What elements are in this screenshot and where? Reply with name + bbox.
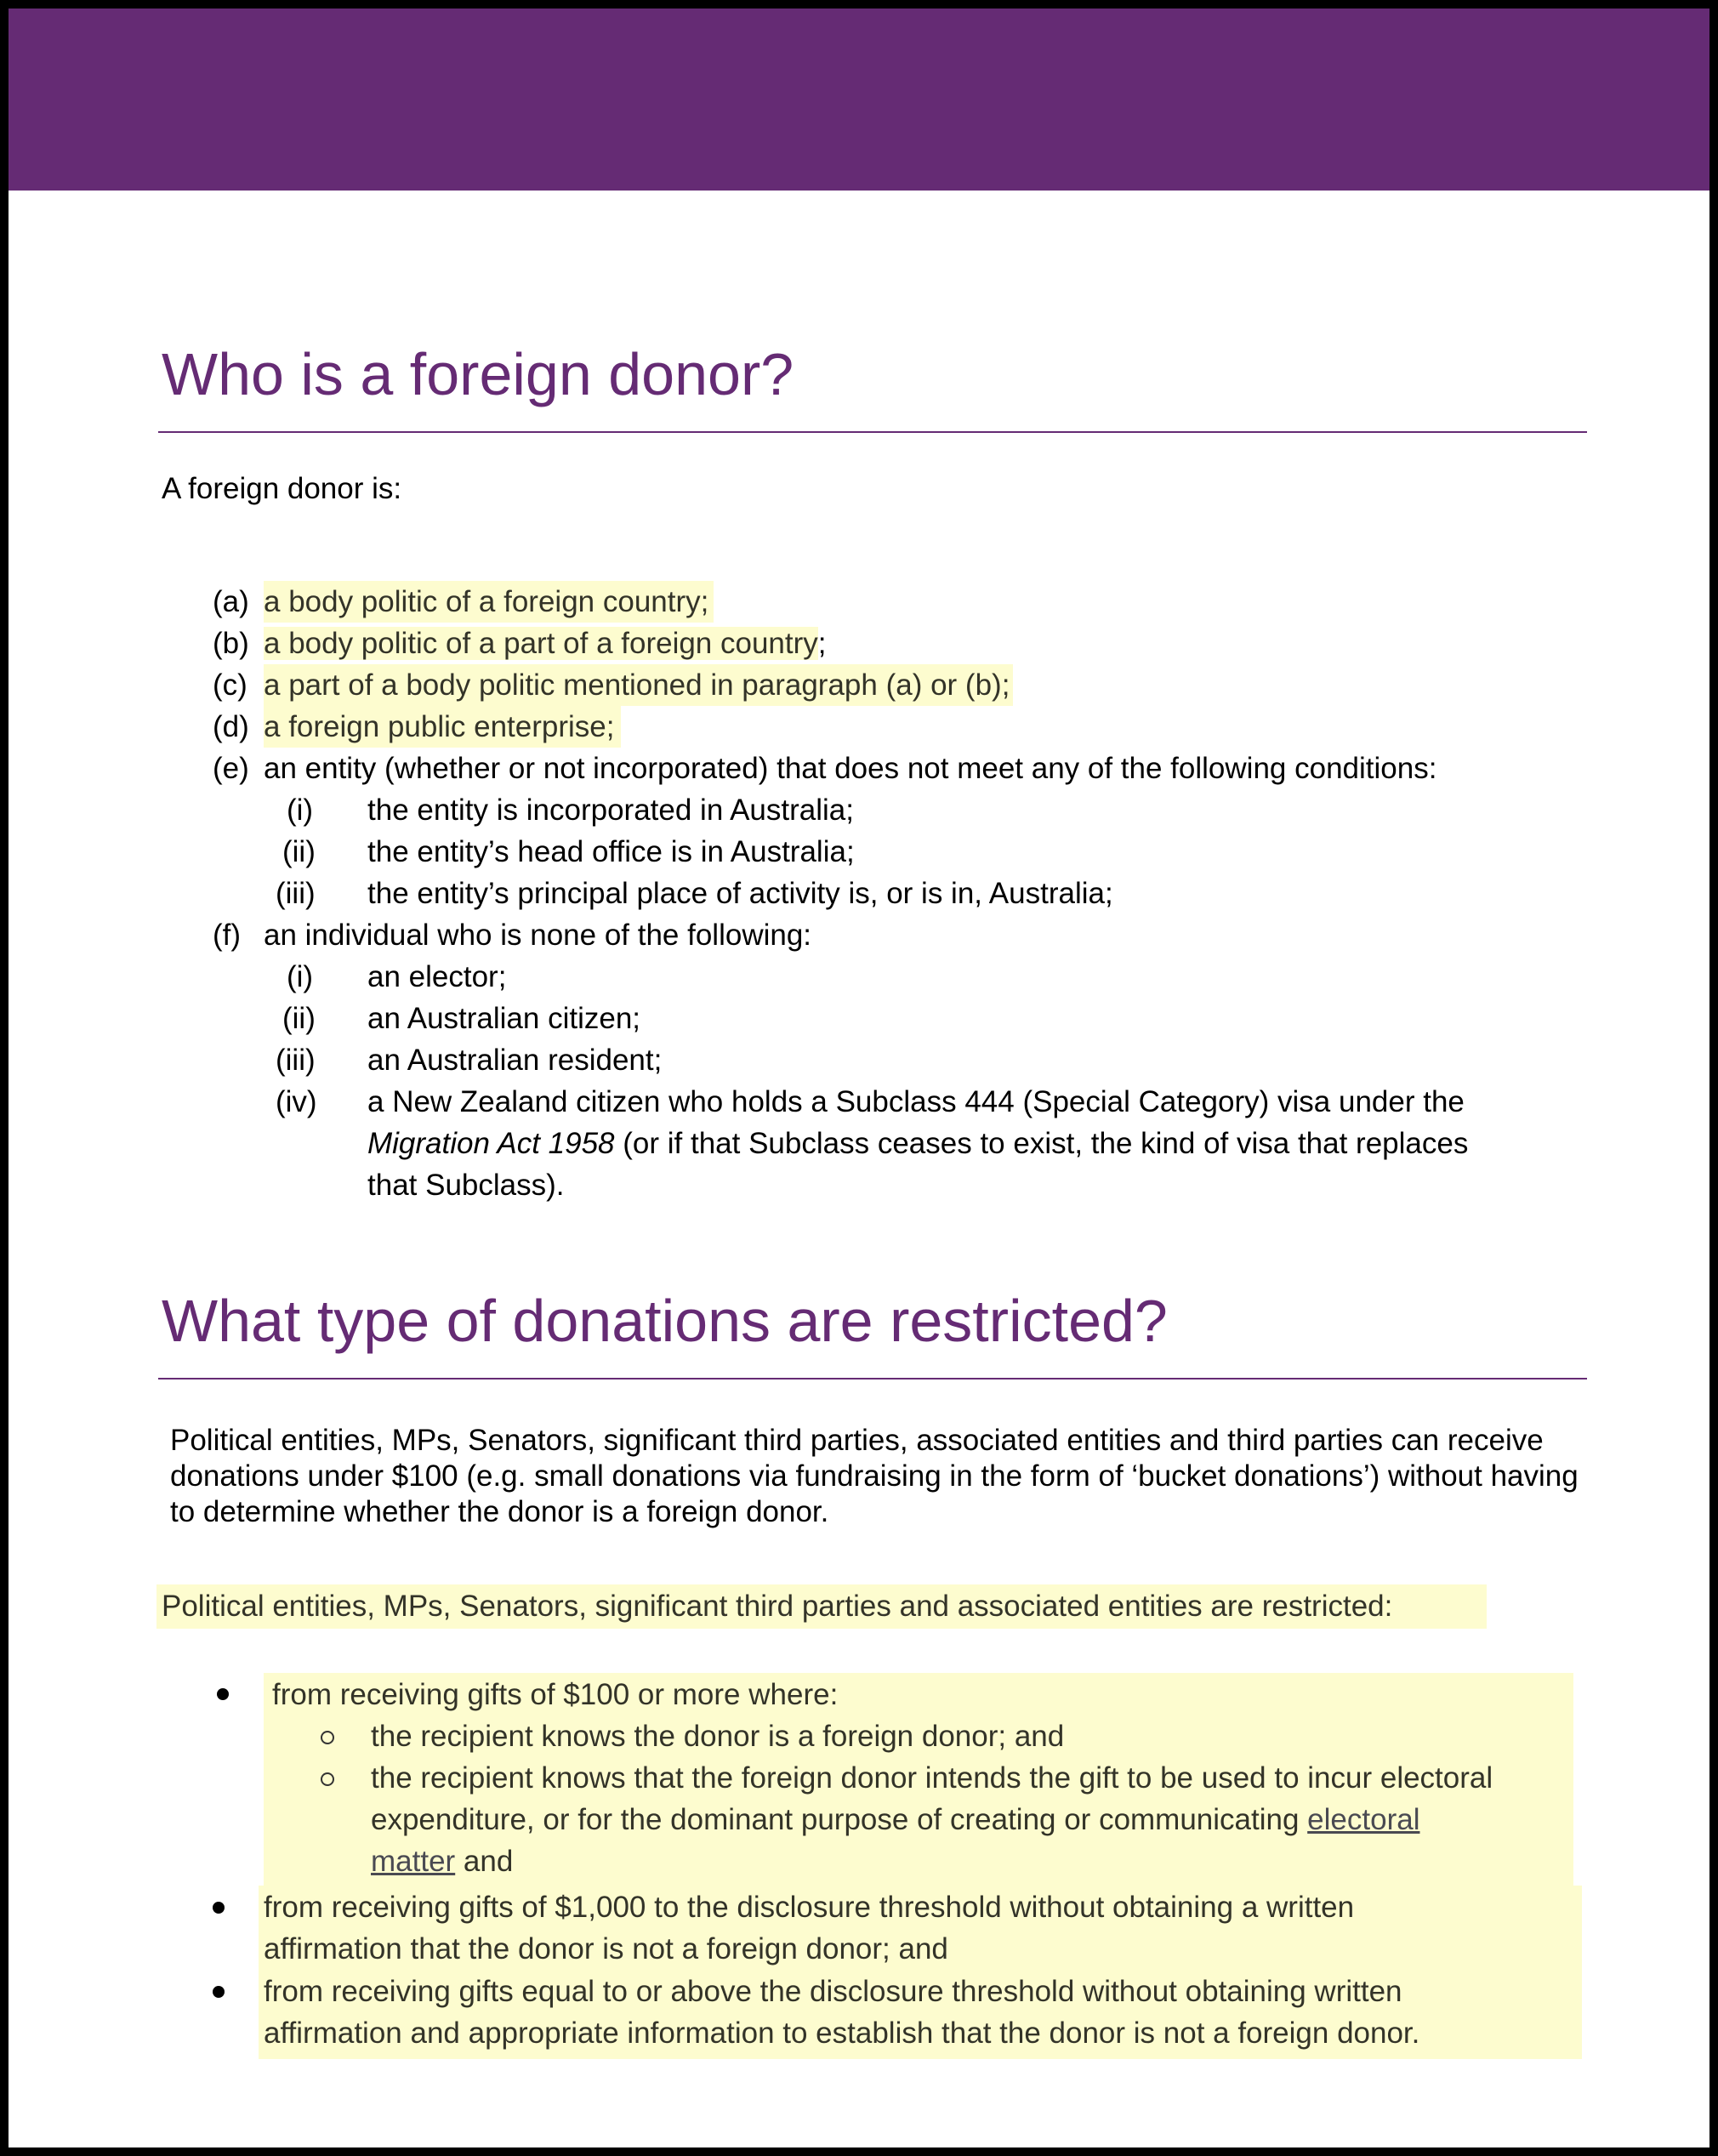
bullet-icon [217,1688,229,1700]
item-b-label: (b) [213,627,249,660]
section-heading-foreign-donor: Who is a foreign donor? [162,341,794,407]
heading-rule [158,431,1587,433]
electoral-matter-link[interactable]: electoral [1307,1803,1420,1836]
document-page [9,9,1709,2147]
donations-paragraph: Political entities, MPs, Senators, significant third parties, associated entities and third parties can receive donations under $100 (e.g. small donations via fundraising in the form of ‘bucket donations’) without having to determine whether the donor is a foreign donor. [170,1424,1579,1528]
bullet-1-text: from receiving gifts of $100 or more where: [272,1678,839,1711]
item-e-i-text: the entity is incorporated in Australia; [367,794,854,827]
circle-bullet-icon [321,1731,334,1744]
item-f-i-text: an elector; [367,960,507,993]
bullet-1-sub-1: the recipient knows the donor is a foreign donor; and [371,1720,1065,1753]
intro-text: A foreign donor is: [162,472,402,505]
item-b [264,623,827,664]
item-e-i-label: (i) [287,794,314,827]
item-f-text: an individual who is none of the following: [264,919,812,952]
bullet-1-sub-2-line2-text: expenditure, or for the dominant purpose of creating or communicating [371,1803,1308,1836]
item-f-label: (f) [213,919,242,952]
item-d-label: (d) [213,710,249,743]
bullet-3-line1: from receiving gifts equal to or above the disclosure threshold without obtaining written [264,1975,1402,2008]
item-f-iv-label: (iv) [276,1085,317,1118]
section-heading-restricted-donations: What type of donations are restricted? [162,1288,1168,1354]
bullet-icon [213,1986,225,1998]
bullet-1-sub-2-line3 [371,1840,513,1882]
item-b-suffix: ; [817,627,827,660]
item-b-text: a body politic of a part of a foreign country [264,627,818,660]
item-c-label: (c) [213,668,247,702]
bullet-2-line2: affirmation that the donor is not a foreign donor; and [264,1932,948,1965]
header-banner [9,9,1709,191]
item-f-ii-label: (ii) [282,1002,316,1035]
item-e-text: an entity (whether or not incorporated) that does not meet any of the following conditions: [264,752,1437,785]
act-name: Migration Act 1958 [367,1127,615,1160]
item-c-text: a part of a body politic mentioned in paragraph (a) or (b); [264,664,1013,706]
item-e-ii-label: (ii) [282,835,316,868]
bullet-1-sub-2-line3-rest: and [455,1845,514,1878]
item-e-iii-text: the entity’s principal place of activity is, or is in, Australia; [367,877,1113,910]
item-e-label: (e) [213,752,249,785]
item-a-text: a body politic of a foreign country; [264,581,714,623]
item-f-i-label: (i) [287,960,314,993]
bullet-1-sub-2-line1: the recipient knows that the foreign donor intends the gift to be used to incur electoral [371,1761,1493,1795]
item-a-label: (a) [213,585,249,618]
item-f-iv-line2-rest: (or if that Subclass ceases to exist, the kind of visa that replaces [614,1127,1469,1160]
item-e-ii-text: the entity’s head office is in Australia; [367,835,855,868]
item-e-iii-label: (iii) [276,877,316,910]
bullet-icon [213,1902,225,1914]
circle-bullet-icon [321,1772,334,1786]
bullet-1-sub-2-line2 [371,1799,1419,1840]
heading-rule [158,1378,1587,1379]
restricted-intro: Political entities, MPs, Senators, significant third parties and associated entities are restricted: [162,1590,1393,1623]
item-f-iii-label: (iii) [276,1044,316,1077]
item-f-iv-line3: that Subclass). [367,1169,565,1202]
electoral-matter-link-cont[interactable]: matter [371,1845,456,1878]
bullet-2-line1: from receiving gifts of $1,000 to the disclosure threshold without obtaining a written [264,1891,1355,1924]
item-f-ii-text: an Australian citizen; [367,1002,641,1035]
item-f-iii-text: an Australian resident; [367,1044,663,1077]
item-d-text: a foreign public enterprise; [264,706,621,748]
bullet-3-line2: affirmation and appropriate information to establish that the donor is not a foreign donor. [264,2017,1420,2050]
item-f-iv-line2 [367,1123,1468,1164]
item-f-iv-line1: a New Zealand citizen who holds a Subclass 444 (Special Category) visa under the [367,1085,1465,1118]
